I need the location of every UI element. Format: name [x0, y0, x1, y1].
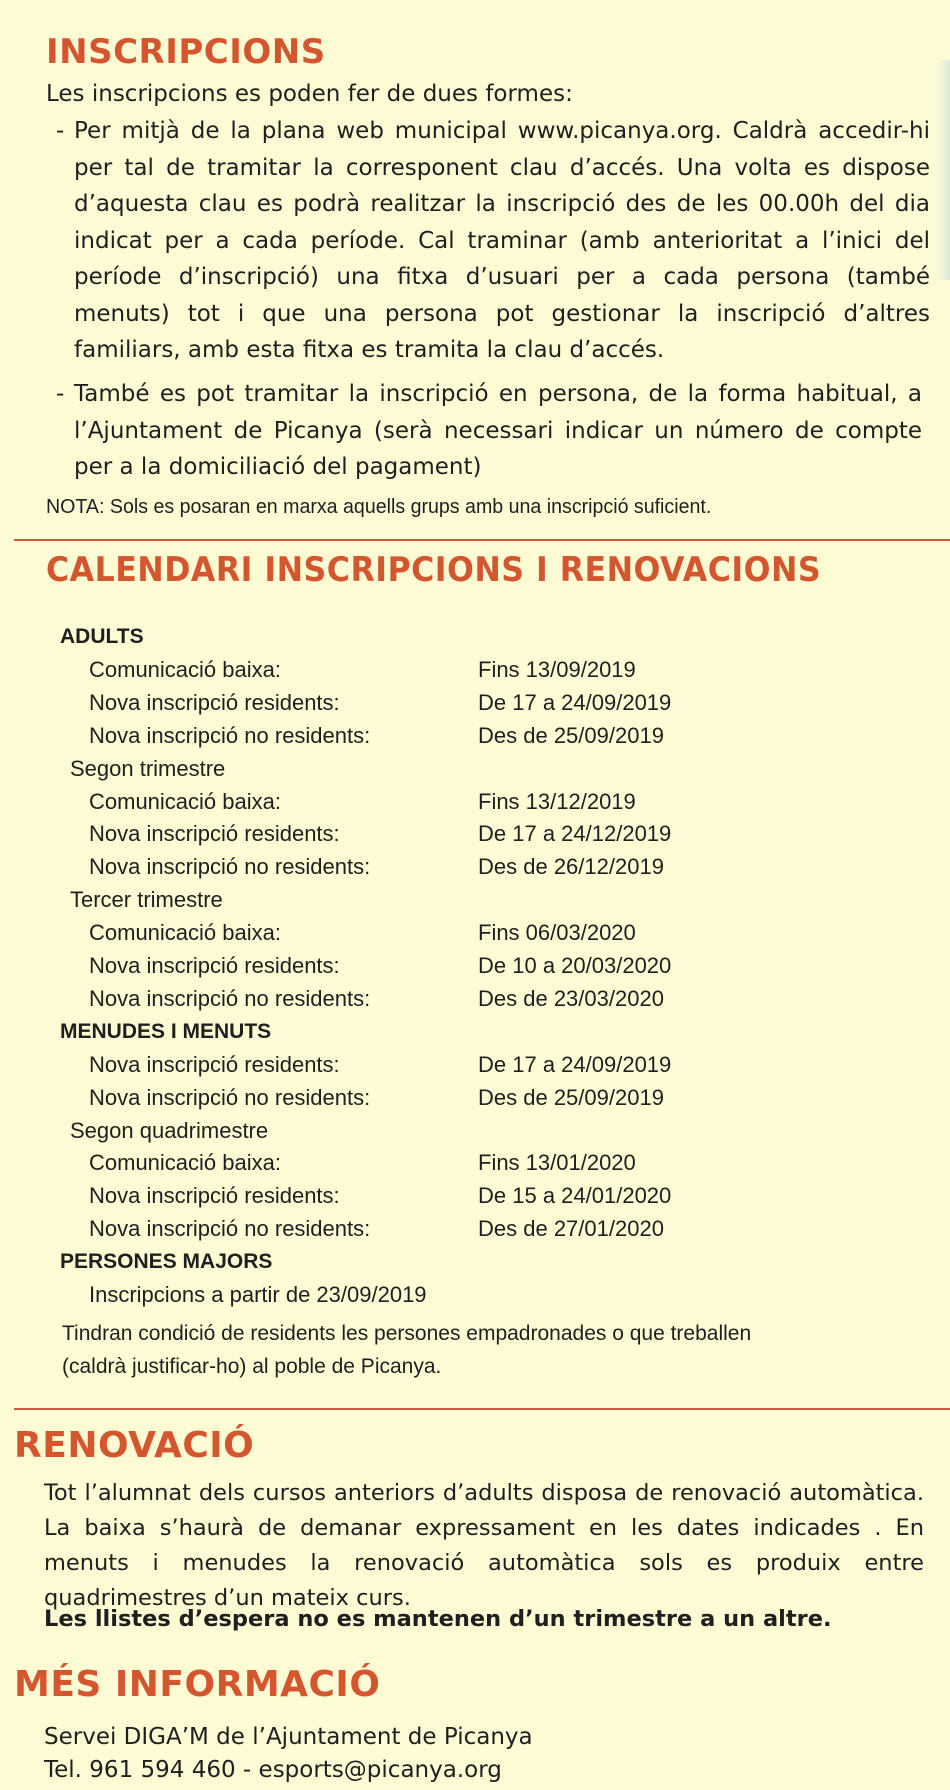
calendar-item-label: Nova inscripció no residents: — [89, 854, 371, 880]
calendar-period-title: Segon quadrimestre — [70, 1117, 269, 1143]
calendar-item-date: Fins 06/03/2020 — [478, 920, 636, 946]
calendar-group-title: MENUDES I MENUTS — [60, 1019, 272, 1043]
renovacio-text: Tot l’alumnat dels cursos anteriors d’adults disposa de renovació automàtica. La baixa s’haurà de demanar expressament en les dates indicades . En menuts i menudes la renovació automàtica sols es produix entre quadrimestres d’un mateix curs. — [44, 1480, 924, 1611]
contact-phone-email: Tel. 961 594 460 - esports@picanya.org — [44, 1757, 502, 1783]
residents-note-line-1: Tindran condició de residents les persones empadronades o que treballen — [62, 1322, 752, 1345]
calendar-item-label: Nova inscripció residents: — [89, 1183, 340, 1209]
calendar-item-label: Nova inscripció no residents: — [89, 1216, 371, 1242]
calendar-item-date: Des de 23/03/2020 — [478, 985, 664, 1011]
calendar-item-date: De 17 a 24/09/2019 — [478, 689, 672, 715]
calendar-item-date: Fins 13/01/2020 — [478, 1150, 636, 1176]
calendar-item-label: Nova inscripció residents: — [89, 1051, 340, 1077]
calendar-item-label: Nova inscripció residents: — [89, 689, 340, 715]
nota-text: NOTA: Sols es posaran en marxa aquells grups amb una inscripció suficient. — [46, 496, 712, 518]
calendar-item-label: Nova inscripció no residents: — [89, 985, 371, 1011]
calendar-item-date: Des de 25/09/2019 — [478, 722, 664, 748]
calendar-item-label: Inscripcions a partir de 23/09/2019 — [89, 1282, 427, 1307]
section-title-inscripcions: INSCRIPCIONS — [46, 32, 326, 72]
calendar-item-label: Nova inscripció residents: — [89, 953, 340, 978]
calendar-period-title: Tercer trimestre — [70, 887, 223, 913]
calendar-item-label: Comunicació baixa: — [89, 788, 281, 814]
calendar-group-title: PERSONES MAJORS — [60, 1250, 273, 1274]
calendar-item-label: Comunicació baixa: — [89, 656, 281, 682]
calendar-item-date: Fins 13/09/2019 — [478, 656, 636, 682]
section-title-mes-informacio: MÉS INFORMACIÓ — [14, 1664, 381, 1705]
section-divider — [14, 539, 950, 541]
inscripcions-intro: Les inscripcions es poden fer de dues formes: — [46, 81, 573, 107]
calendar-group-title: ADULTS — [60, 625, 144, 648]
residents-note-line-2: (caldrà justificar-ho) al poble de Picanya. — [62, 1355, 442, 1378]
calendar-item-date: De 17 a 24/09/2019 — [478, 1051, 672, 1077]
edge-decoration — [936, 60, 950, 280]
calendar-item-date: Des de 26/12/2019 — [478, 854, 664, 880]
bullet-text: També es pot tramitar la inscripció en persona, de la forma habitual, a l’Ajuntament de Picanya (serà necessari indicar un número de compte per a la domiciliació del pagament) — [74, 381, 922, 480]
bullet-text: Per mitjà de la plana web municipal www.picanya.org. Caldrà accedir-hi per tal de tramitar la corresponent clau d’accés. Una volta es dispose d’aquesta clau es podrà realitzar la inscripció des de les 00.00h del dia indicat per a cada període. Cal traminar (amb anterioritat a l’inici del període d’inscripció) una fitxa d’usuari per a cada persona (també menuts) tot i que una persona pot gestionar la inscripció d’altres familiars, amb esta fitxa es tramita la clau d’accés. — [74, 118, 930, 363]
calendar-item-date: De 10 a 20/03/2020 — [478, 953, 672, 978]
calendar-item-date: Fins 13/12/2019 — [478, 788, 636, 814]
calendar-item-date: De 15 a 24/01/2020 — [478, 1183, 672, 1209]
section-divider — [14, 1408, 950, 1410]
calendar-item-date: De 17 a 24/12/2019 — [478, 821, 672, 847]
calendar-item-label: Nova inscripció residents: — [89, 821, 340, 847]
calendar-item-label: Nova inscripció no residents: — [89, 722, 371, 748]
calendar-period-title: Segon trimestre — [70, 755, 226, 781]
calendar-item-date: Des de 25/09/2019 — [478, 1084, 664, 1110]
bullet-dash: - — [56, 381, 65, 407]
section-title-renovacio: RENOVACIÓ — [14, 1425, 255, 1466]
calendar-item-label: Comunicació baixa: — [89, 1150, 281, 1176]
section-title-calendari: CALENDARI INSCRIPCIONS I RENOVACIONS — [46, 550, 822, 590]
bullet-dash: - — [56, 118, 65, 144]
renovacio-bold-notice: Les llistes d’espera no es mantenen d’un trimestre a un altre. — [44, 1606, 832, 1632]
calendar-item-date: Des de 27/01/2020 — [478, 1216, 664, 1242]
contact-service: Servei DIGA’M de l’Ajuntament de Picanya — [44, 1724, 533, 1750]
calendar-item-label: Nova inscripció no residents: — [89, 1084, 371, 1110]
bullet-web-registration — [52, 113, 930, 369]
bullet-in-person-registration — [52, 376, 922, 486]
calendar-item-label: Comunicació baixa: — [89, 920, 281, 946]
